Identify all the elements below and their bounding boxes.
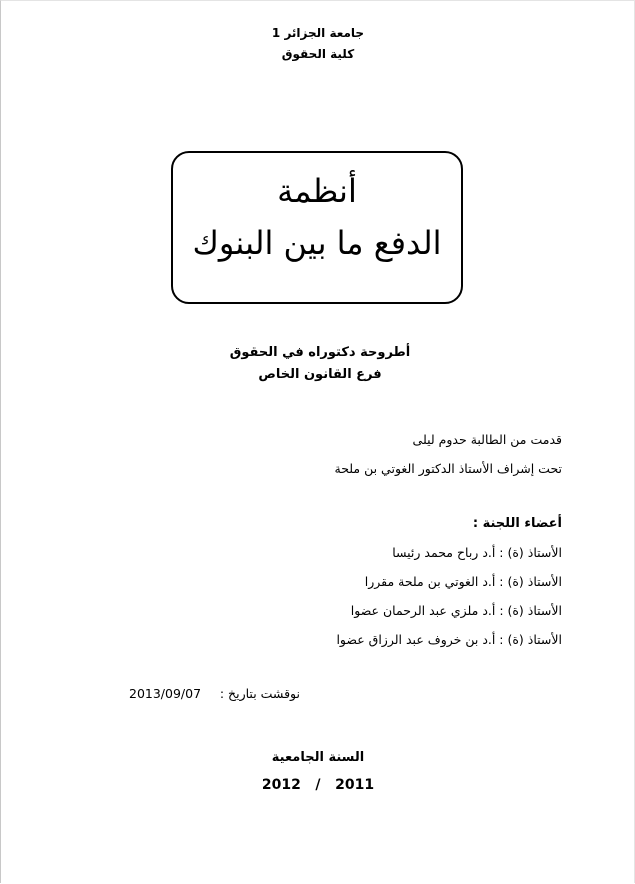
committee-title: أعضاء اللجنة : [472, 516, 562, 531]
committee-member: الأستاذ (ة) : أ.د بن خروف عبد الرزاق عضوا [336, 632, 562, 647]
student-line: قدمت من الطالبة حدوم ليلى [412, 432, 562, 447]
committee-member: الأستاذ (ة) : أ.د رباح محمد رئيسا [392, 545, 562, 560]
committee-member: الأستاذ (ة) : أ.د الغوتي بن ملحة مقررا [364, 574, 562, 589]
faculty-name: كلية الحقوق [281, 47, 355, 61]
defense-date-label: نوقشت بتاريخ : [219, 686, 300, 701]
title-line-1: أنظمة [277, 172, 357, 210]
supervisor-line: تحت إشراف الأستاذ الدكتور الغوتي بن ملحة [334, 461, 562, 476]
academic-year-label: السنة الجامعية [271, 750, 365, 765]
title-box [171, 151, 463, 304]
university-name: جامعة الجزائر 1 [271, 26, 365, 40]
academic-year-value: 2012 / 2011 [261, 777, 375, 793]
thesis-type: أطروحة دكتوراه في الحقوق [229, 345, 411, 360]
committee-member: الأستاذ (ة) : أ.د ملزي عبد الرحمان عضوا [350, 603, 562, 618]
defense-date: 2013/09/07 [129, 686, 202, 701]
thesis-branch: فرع القانون الخاص [258, 367, 382, 382]
title-line-2: الدفع ما بين البنوك [192, 224, 442, 262]
